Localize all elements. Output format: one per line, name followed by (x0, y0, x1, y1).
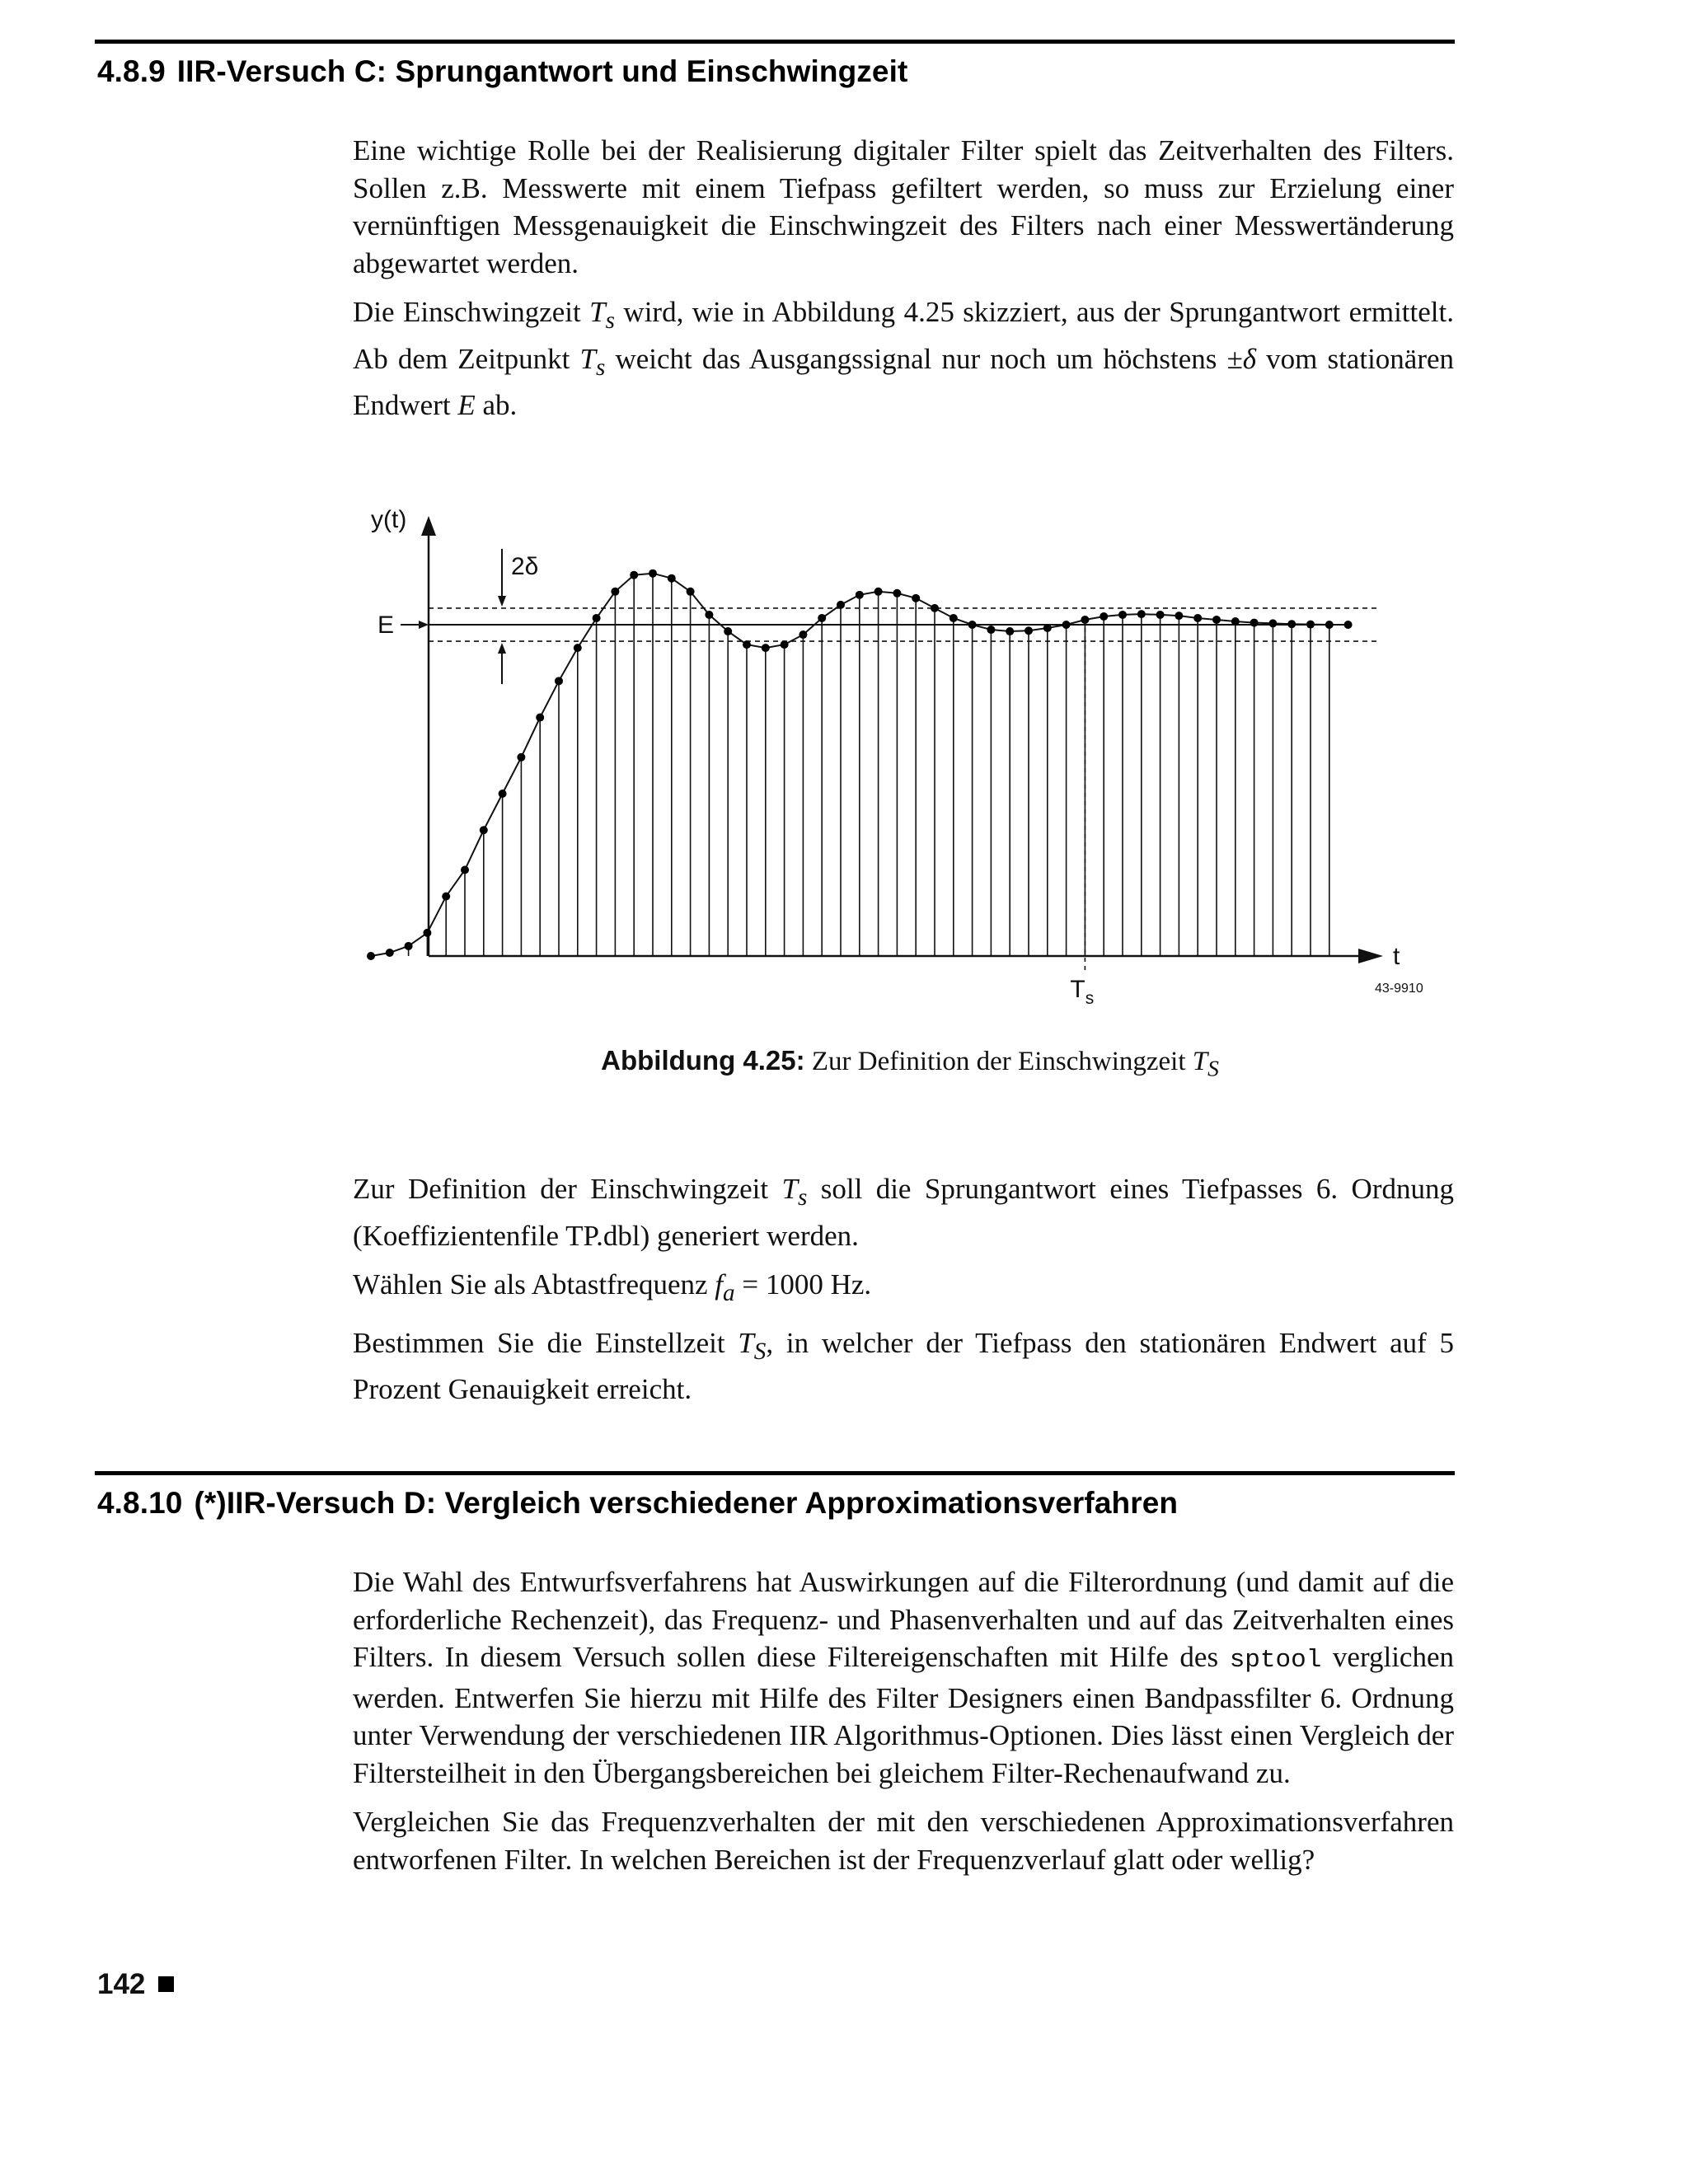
tolerance-label: 2δ (511, 553, 539, 580)
text-run: = 1000 Hz. (734, 1268, 872, 1301)
tolerance-arrowhead-bottom (498, 643, 506, 654)
sample-point (574, 644, 582, 652)
sample-point (705, 611, 713, 619)
paragraph (353, 1170, 1454, 1254)
page-footer (97, 1968, 174, 2001)
after-figure-body (353, 1170, 1454, 1420)
section-title: IIR-Versuch C: Sprungantwort und Einschwingzeit (176, 54, 908, 88)
sample-point (799, 630, 807, 639)
sample-point (1062, 621, 1071, 629)
sample-point (1268, 619, 1277, 627)
sample-point (1025, 626, 1033, 635)
sample-point (1325, 621, 1334, 629)
sample-point (1287, 620, 1296, 628)
settling-time-label: $T_s$ (1070, 976, 1095, 1008)
sample-point (555, 677, 563, 685)
sample-point (1156, 611, 1165, 619)
sample-point (442, 893, 450, 901)
sample-point (837, 601, 845, 609)
sample-point (987, 626, 995, 634)
sample-point (1344, 621, 1353, 629)
sample-point (931, 604, 939, 612)
sample-point (893, 589, 901, 598)
section1-body (353, 132, 1454, 436)
sample-point (1306, 621, 1315, 629)
sample-point (724, 627, 732, 635)
sample-point (762, 644, 770, 652)
section2-body (353, 1563, 1454, 1890)
figure-caption (0, 1045, 1688, 1082)
text-run: vom stationären Endwert (353, 342, 1455, 421)
step-response-figure (353, 493, 1449, 1012)
sample-point (1193, 614, 1202, 622)
sample-point (1175, 612, 1183, 620)
symbol-ts: $T_s$ (781, 1173, 808, 1211)
sample-point (630, 571, 638, 579)
sample-point (386, 949, 394, 957)
section-rule-top (95, 40, 1455, 44)
paragraph: Vergleichen Sie das Frequenzverhalten der mit den verschiedenen Approximationsverfahren entworfenen Filter. In welchen Bereichen ist der Frequenzverlauf glatt oder wellig? (353, 1806, 1454, 1876)
section-heading-4-8-10 (97, 1486, 1178, 1521)
sample-point (1100, 612, 1108, 621)
sample-point (499, 790, 507, 798)
sample-point (1212, 616, 1221, 624)
section-heading-4-8-9 (97, 54, 907, 89)
sample-point (1006, 627, 1014, 635)
sample-point (818, 614, 826, 622)
text-run: Wählen Sie als Abtastfrequenz (353, 1268, 715, 1301)
sample-point (1043, 624, 1052, 632)
text-run: Zur Definition der Einschwingzeit (353, 1173, 782, 1205)
sample-point (593, 614, 601, 622)
y-axis-label: y(t) (371, 506, 407, 533)
section-rule-top (95, 1471, 1455, 1475)
text-run: wird, wie in Abbildung 4.25 skizziert, aus der Sprungantwort ermittelt. Ab dem Zeitpunkt (353, 296, 1454, 375)
text-run: Die Einschwingzeit (353, 296, 590, 328)
sample-point (1231, 617, 1240, 626)
caption-symbol: $T_S$ (1192, 1047, 1219, 1081)
text-run: soll die Sprungantwort eines Tiefpasses 6. Ordnung (Koeffizientenfile TP.dbl) generiert werden. (353, 1173, 1454, 1252)
x-axis-arrowhead (1358, 949, 1383, 963)
text-run: Bestimmen Sie die Einstellzeit (353, 1326, 738, 1359)
paragraph: Eine wichtige Rolle bei der Realisierung digitaler Filter spielt das Zeitverhalten des Filters. Sollen z.B. Messwerte mit einem Tiefpass gefiltert werden, so muss zur Erzielung einer vernünftigen Messgenauigkeit die Einschwingzeit des Filters nach einer Messwertänderung abgewartet werden. (353, 134, 1454, 279)
y-axis-arrowhead (421, 516, 436, 536)
symbol-delta: ±δ (1226, 342, 1256, 375)
sample-point (781, 640, 789, 649)
sample-point (874, 588, 883, 596)
footer-square-icon (158, 1976, 174, 1992)
sample-point (461, 865, 469, 874)
chart-layer (367, 569, 1380, 972)
sample-point (1137, 610, 1146, 618)
sample-point (912, 594, 920, 602)
figure-code: 43-9910 (1375, 982, 1423, 996)
section-number: 4.8.9 (97, 54, 166, 88)
final-value-label: E (377, 612, 395, 639)
text-run: ab. (475, 389, 518, 421)
e-pointer-arrowhead (419, 621, 429, 629)
sample-point (687, 588, 695, 596)
sample-point (536, 714, 544, 722)
symbol-ts: $T_s$ (579, 342, 606, 381)
sample-point (611, 588, 619, 596)
text-run: Die Wahl des Entwurfsverfahrens hat Auswirkungen auf die Filterordnung (und damit auf die erforderliche Rechenzeit), das Frequenz- und Phasenverhalten und auf das Zeitverhalten eines Filters. In diesem Versuch sollen diese Filtereigenschaften mit Hilfe des (353, 1566, 1454, 1673)
sample-point (423, 929, 431, 937)
code-sptool: sptool (1229, 1646, 1322, 1675)
symbol-fa: $f_a$ (715, 1268, 735, 1306)
text-run: weicht das Ausgangssignal nur noch um höchstens (605, 342, 1227, 375)
caption-text: Zur Definition der Einschwingzeit (804, 1047, 1193, 1076)
sample-point (668, 574, 676, 583)
symbol-e: E (457, 389, 476, 421)
x-axis-label: t (1393, 943, 1400, 970)
page-number: 142 (97, 1968, 146, 2000)
sample-point (480, 826, 488, 834)
sample-point (405, 942, 413, 950)
paragraph (353, 293, 1454, 424)
sample-point (367, 952, 375, 960)
text-run: , in welcher der Tiefpass den stationären Endwert auf 5 Prozent Genauigkeit erreicht. (353, 1326, 1454, 1405)
caption-label: Abbildung 4.25: (601, 1045, 805, 1076)
symbol-ts: $T_s$ (589, 296, 615, 334)
section-number: 4.8.10 (97, 1486, 183, 1520)
sample-point (1118, 611, 1127, 619)
section-title: (*)IIR-Versuch D: Vergleich verschiedener Approximationsverfahren (194, 1486, 1179, 1520)
paragraph (353, 1266, 1454, 1313)
sample-point (856, 591, 864, 599)
sample-point (1250, 619, 1259, 627)
sample-point (743, 640, 751, 649)
paragraph (353, 1563, 1454, 1792)
text-run: verglichen werden. Entwerfen Sie hierzu mit Hilfe des Filter Designers einen Bandpassfilter 6. Ordnung unter Verwendung der verschiedenen IIR Algorithmus-Optionen. Dies lässt einen Vergleich der Filtersteilheit in den Übergangsbereichen bei gleichem Filter-Rechenaufwand zu. (353, 1641, 1454, 1789)
sample-point (649, 569, 657, 578)
symbol-ts: $T_S$ (738, 1326, 767, 1365)
sample-point (517, 753, 525, 762)
paragraph (353, 1324, 1454, 1408)
sample-point (950, 614, 958, 622)
sample-point (968, 621, 977, 629)
tolerance-arrowhead-top (498, 596, 506, 607)
